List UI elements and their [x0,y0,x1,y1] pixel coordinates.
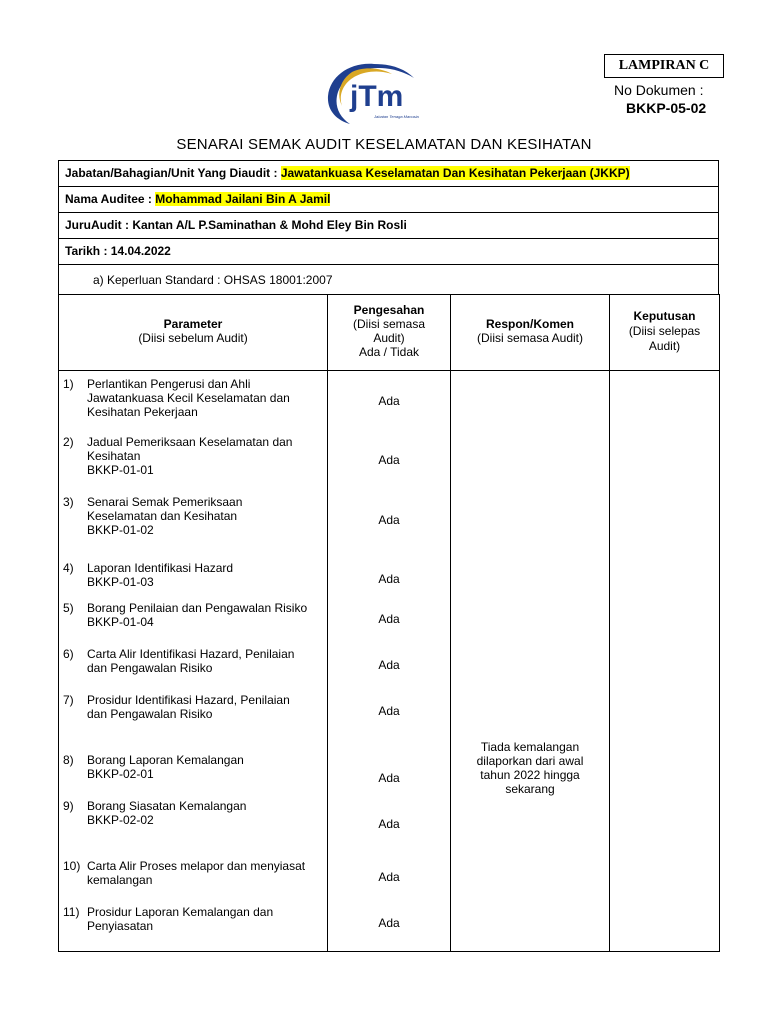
header-parameter-sub: (Diisi sebelum Audit) [138,331,248,345]
parameter-item [59,859,327,905]
header-respon-title: Respon/Komen [485,317,574,331]
status-value: Ada [378,658,400,672]
parameter-title [87,905,327,951]
header-pengesahan-sub2: Audit) [373,331,405,345]
respon-line: dilaporkan dari awal [476,754,584,768]
parameter-item [59,799,327,859]
parameter-item [59,693,327,739]
keputusan-column [610,371,720,952]
checklist-table [58,294,720,952]
header-pengesahan [328,295,451,371]
status-value: Ada [378,817,400,831]
parameter-title [87,859,327,905]
parameter-number: 8) [63,753,74,767]
header-pengesahan-sub1: (Diisi semasa [352,317,425,331]
parameter-number: 2) [63,435,74,449]
parameter-number: 11) [63,905,80,919]
status-value: Ada [378,572,400,586]
parameter-number: 1) [63,377,74,391]
parameter-line: Prosidur Laporan Kemalangan dan [87,905,274,919]
respon-line: sekarang [505,782,555,796]
parameter-item [59,495,327,555]
parameter-title [87,435,327,495]
parameter-list [59,371,327,951]
respon-line: Tiada kemalangan [480,740,580,754]
parameter-line: BKKP-01-03 [87,575,154,589]
page-title: SENARAI SEMAK AUDIT KESELAMATAN DAN KESIHATAN [176,136,592,153]
parameter-line: Borang Laporan Kemalangan [87,753,244,767]
header-keputusan [610,295,720,371]
parameter-title [87,495,327,555]
parameter-item [59,905,327,951]
parameter-line: Carta Alir Identifikasi Hazard, Penilaian [87,647,295,661]
parameter-item [59,555,327,601]
parameter-line: Kesihatan [87,449,141,463]
parameter-item [59,435,327,495]
parameter-title [87,601,327,647]
status-value: Ada [378,771,400,785]
parameter-number: 5) [63,601,74,615]
header-keputusan-sub1: (Diisi selepas [628,324,701,338]
parameter-number: 3) [63,495,74,509]
parameter-item [59,647,327,693]
parameter-line: BKKP-02-01 [87,767,154,781]
header-respon [451,295,610,371]
parameter-title [87,647,327,693]
jabatan-row [58,160,719,186]
status-value: Ada [378,394,400,408]
auditee-value: Mohammad Jailani Bin A Jamil [155,192,331,206]
status-value: Ada [378,612,400,626]
header-parameter-title: Parameter [163,317,223,331]
parameter-title [87,561,327,601]
parameter-line: Kesihatan Pekerjaan [87,405,198,419]
parameter-number: 9) [63,799,74,813]
parameter-title [87,753,327,799]
parameter-line: Jawatankuasa Kecil Keselamatan dan [87,391,290,405]
lampiran-label: LAMPIRAN C [604,54,724,78]
jabatan-value: Jawatankuasa Keselamatan Dan Kesihatan Pekerjaan (JKKP) [280,166,630,180]
parameter-title [87,377,327,435]
status-value: Ada [378,916,400,930]
no-dokumen-label: No Dokumen : [614,82,704,98]
standard-row: a) Keperluan Standard : OHSAS 18001:2007 [58,264,719,294]
parameter-number: 7) [63,693,74,707]
parameter-line: Senarai Semak Pemeriksaan [87,495,243,509]
header-respon-sub: (Diisi semasa Audit) [476,331,584,345]
parameter-line: Carta Alir Proses melapor dan menyiasat [87,859,306,873]
parameter-number: 10) [63,859,81,873]
tarikh-row: Tarikh : 14.04.2022 [58,238,719,264]
auditee-row [58,186,719,212]
parameter-number: 4) [63,561,74,575]
status-list [328,371,450,951]
parameter-line: Penyiasatan [87,919,154,933]
juruaudit-row: JuruAudit : Kantan A/L P.Saminathan & Mohd Eley Bin Rosli [58,212,719,238]
parameter-line: Keselamatan dan Kesihatan [87,509,238,523]
parameter-line: Perlantikan Pengerusi dan Ahli [87,377,251,391]
header-keputusan-title: Keputusan [633,309,696,323]
status-value: Ada [378,513,400,527]
parameter-line: Prosidur Identifikasi Hazard, Penilaian [87,693,290,707]
parameter-title [87,799,327,859]
status-value: Ada [378,453,400,467]
parameter-line: dan Pengawalan Risiko [87,707,213,721]
parameter-column [59,371,328,952]
info-section [58,160,719,294]
parameter-line: BKKP-02-02 [87,813,154,827]
respon-line: tahun 2022 hingga [480,768,580,782]
auditee-label: Nama Auditee : [65,192,156,206]
parameter-line: BKKP-01-02 [87,523,154,537]
status-value: Ada [378,704,400,718]
parameter-line: BKKP-01-04 [87,615,154,629]
table-header-row [59,295,720,371]
parameter-number: 6) [63,647,74,661]
no-dokumen-value: BKKP-05-02 [626,100,707,116]
parameter-line: kemalangan [87,873,153,887]
pengesahan-column [328,371,451,952]
jabatan-label: Jabatan/Bahagian/Unit Yang Diaudit : [65,166,281,180]
parameter-line: Laporan Identifikasi Hazard [87,561,234,575]
header-pengesahan-sub3: Ada / Tidak [358,345,420,359]
respon-column [451,371,610,952]
parameter-line: Borang Siasatan Kemalangan [87,799,247,813]
parameter-item [59,739,327,799]
parameter-title [87,693,327,739]
logo-subtext: Jabatan Tenaga Manusia [374,114,419,119]
logo-text: jTm [350,80,404,113]
header-parameter [59,295,328,371]
table-body-row [59,371,720,952]
parameter-item [59,601,327,647]
parameter-line: dan Pengawalan Risiko [87,661,213,675]
status-value: Ada [378,870,400,884]
header-pengesahan-title: Pengesahan [353,303,425,317]
parameter-line: BKKP-01-01 [87,463,154,477]
respon-comment [451,371,609,796]
parameter-line: Jadual Pemeriksaan Keselamatan dan [87,435,293,449]
jtm-logo [322,58,440,128]
parameter-item [59,377,327,435]
header-keputusan-sub2: Audit) [648,339,681,353]
parameter-line: Borang Penilaian dan Pengawalan Risiko [87,601,308,615]
